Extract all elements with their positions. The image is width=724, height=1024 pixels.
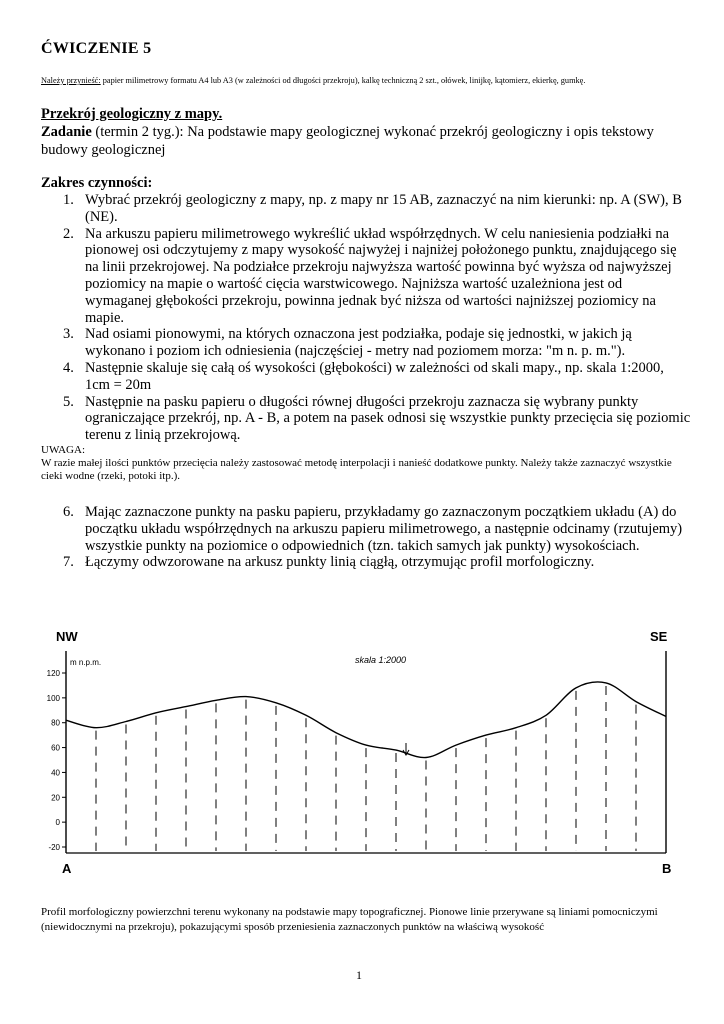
task-text: (termin 2 tyg.): Na podstawie mapy geologicznej wykonać przekrój geologiczny i opis tekstowy budowy geologicznej [41, 124, 654, 158]
materials-note [41, 76, 585, 85]
task-paragraph [41, 124, 691, 159]
scope-title: Zakres czynności: [41, 175, 153, 191]
guide-lines [96, 686, 636, 851]
item-number: 6. [63, 504, 74, 520]
profile-figure [30, 615, 690, 890]
y-tick-label: 100 [46, 693, 60, 703]
a-label: A [62, 861, 72, 876]
figure-caption: Profil morfologiczny powierzchni terenu wykonany na podstawie mapy topograficznej. Pionowe linie przerywane są liniami pomocniczymi (niewidocznymi na przekroju), pokazującymi sposób przeniesienia zaznaczonych punktów na właściwą wysokość [41, 906, 658, 933]
list-item [41, 226, 691, 327]
se-label: SE [650, 629, 668, 644]
y-tick-label: 0 [55, 818, 60, 828]
profile-chart [30, 615, 690, 885]
item-number: 7. [63, 554, 74, 571]
b-label: B [662, 861, 672, 876]
warning-title: UWAGA: [41, 444, 85, 456]
list-item [41, 326, 691, 360]
item-number: 5. [63, 393, 74, 410]
list-item [41, 360, 691, 394]
item-text: Mając zaznaczone punkty na pasku papieru, przykładamy go zaznaczonym początkiem układu (A) do początku układu współrzędnych na arkuszu papieru milimetrowego, a następnie odcinamy (rzutujemy) wszystkie punkty na poziomice o odpowiednich (tzn. takich samych jak punkty) wysokościach. [85, 504, 683, 554]
y-tick-label: 80 [51, 718, 60, 728]
item-text: Wybrać przekrój geologiczny z mapy, np. z mapy nr 15 AB, zaznaczyć na nim kierunki: np. A (SW), B (NE). [85, 192, 682, 225]
item-text: Na arkuszu papieru milimetrowego wykreślić układ współrzędnych. W celu naniesienia podziałki na pionowej osi odczytujemy z mapy wysokość najwyżej i najniżej położonego punktu, znajdującego się na linii przekrojowej. Na podziałce przekroju najwyższa wartość powinna być wyższa od najwyższej poziomicy na mapie o wartość cięcia warstwicowego. Najniższa wartość uzależniona jest od wymaganej głębokości przekroju, powinna jednak być niższa od wartości najniższej poziomicy na mapie. [85, 225, 677, 326]
list-item [41, 504, 691, 554]
item-text: Następnie na pasku papieru o długości równej długości przekroju zaznacza się wybrany punkty ograniczające przekrój, np. A - B, a potem na pasek odnosi się wszystkie punkty przecięcia się poziomic terenu z linią przekrojową. [85, 393, 691, 444]
scale-label: skala 1:2000 [355, 655, 407, 665]
warning-text: W razie małej ilości punktów przecięcia należy zastosować metodę interpolacji i nanieść dodatkowe punkty. Należy także zaznaczyć wszystkie cieki wodne (rzeki, potoki itp.). [41, 457, 672, 482]
y-tick-label: 40 [51, 768, 60, 778]
item-text: Nad osiami pionowymi, na których oznaczona jest podziałka, podaje się jednostki, w jakich ją wykonano i poziom ich odniesienia (najczęściej - metry nad poziomem morza: "m n. p. m."). [85, 326, 632, 360]
y-tick-label: 60 [51, 743, 60, 753]
item-number: 4. [63, 359, 74, 376]
list-item [41, 192, 691, 226]
exercise-title: ĆWICZENIE 5 [41, 40, 152, 57]
list-item [41, 554, 691, 571]
item-number: 2. [63, 225, 74, 242]
unit-label: m n.p.m. [70, 658, 102, 667]
axis-ticks [47, 669, 66, 852]
list-item [41, 394, 691, 444]
materials-note-label: Należy przynieść: [41, 76, 101, 85]
item-number: 1. [63, 192, 74, 208]
scope-list [41, 192, 691, 444]
nw-label: NW [56, 629, 78, 644]
item-text: Łączymy odwzorowane na arkusz punkty linią ciągłą, otrzymując profil morfologiczny. [85, 554, 595, 571]
page-number: 1 [356, 968, 362, 982]
section-title: Przekrój geologiczny z mapy. [41, 106, 223, 122]
scope-list-continued [41, 504, 691, 571]
y-tick-label: -20 [48, 843, 60, 852]
task-label: Zadanie [41, 124, 92, 140]
y-tick-label: 120 [46, 669, 60, 678]
item-text: Następnie skaluje się całą oś wysokości (głębokości) w zależności od skali mapy., np. skala 1:2000, 1cm = 20m [85, 359, 664, 393]
y-tick-label: 20 [51, 793, 60, 803]
item-number: 3. [63, 326, 74, 343]
warning-block [41, 444, 691, 483]
materials-note-text: papier milimetrowy formatu A4 lub A3 (w zależności od długości przekroju), kalkę techniczną 2 szt., ołówek, linijkę, kątomierz, ekierkę, gumkę. [100, 76, 586, 85]
